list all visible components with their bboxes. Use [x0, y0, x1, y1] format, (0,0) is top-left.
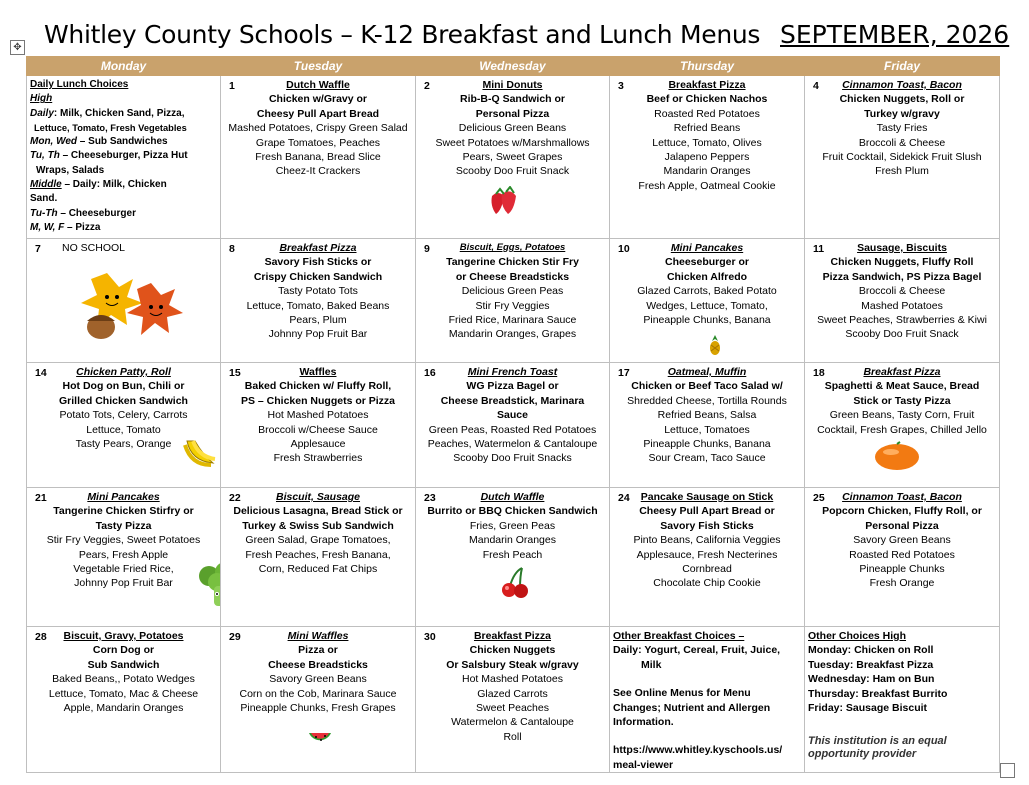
lunch-entree: Personal Pizza	[865, 519, 939, 532]
menu-day-cell	[610, 488, 805, 627]
lunch-entree: Cheese Breadstick, Marinara	[440, 394, 585, 407]
breakfast-item: Sausage, Biscuits	[857, 242, 947, 254]
week-row	[27, 627, 1000, 773]
info-line	[30, 164, 217, 178]
menu-day-content	[613, 78, 801, 193]
menu-day-content	[419, 78, 606, 179]
info-line	[30, 135, 217, 149]
lunch-side: Tasty Pears, Orange	[75, 438, 172, 451]
menu-day-cell	[27, 239, 221, 363]
lunch-side: Roasted Red Potatoes	[849, 548, 955, 561]
lunch-side: Applesauce	[290, 438, 346, 451]
lunch-entree: Tangerine Chicken Stirfry or	[53, 505, 194, 518]
daily-lunch-choices-cell	[27, 76, 221, 239]
menu-note: Information.	[613, 716, 674, 729]
lunch-side: Pears, Sweet Grapes	[462, 151, 563, 164]
lunch-entree: Chicken Alfredo	[666, 270, 748, 283]
menu-day-content	[808, 490, 996, 591]
lunch-side: Scooby Doo Fruit Snack	[455, 165, 570, 178]
week-row	[27, 488, 1000, 627]
lunch-side: Pineapple Chunks, Banana	[643, 314, 771, 327]
lunch-entree: Pizza Sandwich, PS Pizza Bagel	[822, 270, 982, 283]
day-number: 14	[35, 367, 47, 379]
lunch-side: Tasty Fries	[876, 122, 928, 135]
lunch-entree: Cheeseburger or	[664, 256, 750, 269]
lunch-side: Refried Beans, Salsa	[657, 409, 757, 422]
info-text: : Milk, Chicken Sand, Pizza,	[53, 107, 185, 119]
lunch-side: Chocolate Chip Cookie	[653, 577, 761, 590]
other-choice-item: Wednesday: Ham on Bun	[808, 673, 935, 686]
lunch-side: Fresh Plum	[875, 165, 929, 178]
lunch-side: Pears, Plum	[289, 314, 347, 327]
lunch-side: Hot Mashed Potatoes	[267, 409, 369, 422]
lunch-side: Fresh Banana, Bread Slice	[255, 151, 381, 164]
breakfast-item: Breakfast Pizza	[668, 79, 746, 91]
info-text: Sand.	[30, 193, 58, 205]
menu-day-cell	[610, 363, 805, 488]
menu-day-cell	[416, 488, 610, 627]
lunch-side: Pinto Beans, California Veggies	[633, 534, 781, 547]
other-choice-item: Tuesday: Breakfast Pizza	[808, 658, 934, 671]
menu-day-content	[30, 241, 217, 255]
lunch-side: Lettuce, Tomato, Olives	[652, 136, 762, 149]
info-text: – Pizza	[64, 221, 101, 233]
spacer	[808, 715, 996, 735]
info-line	[30, 207, 217, 221]
menu-day-cell	[221, 239, 416, 363]
lunch-side: Fresh Strawberries	[273, 452, 363, 465]
lunch-side: Green Peas, Roasted Red Potatoes	[428, 423, 597, 436]
lunch-side: Sweet Peaches	[476, 702, 549, 715]
menu-day-content	[613, 490, 801, 591]
info-text: – Cheeseburger	[57, 207, 136, 219]
menu-day-content	[224, 490, 412, 576]
day-number: 25	[813, 492, 825, 504]
info-line	[30, 149, 217, 163]
day-number: 29	[229, 631, 241, 643]
breakfast-item: Chicken Patty, Roll	[76, 366, 171, 378]
day-number: 9	[424, 243, 430, 255]
lunch-side: Delicious Green Beans	[458, 122, 567, 135]
day-number: 22	[229, 492, 241, 504]
lunch-side: Fresh Orange	[869, 577, 935, 590]
day-number: 2	[424, 80, 430, 92]
day-number: 18	[813, 367, 825, 379]
lunch-side: Roll	[503, 730, 522, 743]
lunch-side: Pineapple Chunks, Fresh Grapes	[240, 702, 396, 715]
day-number: 24	[618, 492, 630, 504]
lunch-side: Fresh Apple, Oatmeal Cookie	[638, 179, 776, 192]
weekday-wednesday: Wednesday	[416, 57, 610, 76]
lunch-side: Roasted Red Potatoes	[654, 107, 760, 120]
breakfast-item: Biscuit, Gravy, Potatoes	[63, 630, 184, 642]
day-number: 16	[424, 367, 436, 379]
day-number: 3	[618, 80, 624, 92]
lunch-side: Shredded Cheese, Tortilla Rounds	[627, 394, 787, 407]
lunch-side: Lettuce, Tomato, Baked Beans	[246, 299, 390, 312]
info-text: – Daily: Milk, Chicken	[61, 179, 167, 191]
broccoli-icon	[195, 562, 221, 614]
lunch-side: Glazed Carrots	[477, 687, 548, 700]
lunch-side: Broccoli & Cheese	[858, 136, 946, 149]
info-text: Mon, Wed	[30, 136, 78, 148]
lunch-entree: Personal Pizza	[475, 107, 550, 120]
equal-opportunity-note: opportunity provider	[808, 748, 917, 761]
breakfast-item: Mini Waffles	[287, 630, 349, 642]
info-text: Wraps, Salads	[36, 164, 105, 176]
breakfast-item: Mini Donuts	[482, 79, 543, 91]
menu-day-cell	[27, 363, 221, 488]
lunch-entree: Rib-B-Q Sandwich or	[460, 93, 565, 106]
menu-day-content	[808, 78, 996, 179]
menu-day-content	[224, 78, 412, 179]
info-line	[30, 192, 217, 206]
menu-day-cell	[221, 488, 416, 627]
lunch-side: Corn on the Cob, Marinara Sauce	[239, 687, 397, 700]
weekday-friday: Friday	[805, 57, 1000, 76]
info-text: Daily Lunch Choices	[30, 79, 129, 90]
weekday-tuesday: Tuesday	[221, 57, 416, 76]
strawberry-icon	[488, 186, 520, 220]
lunch-side: Fried Rice, Marinara Sauce	[448, 314, 577, 327]
menu-calendar-table	[26, 56, 1000, 773]
lunch-entree: Baked Chicken w/ Fluffy Roll,	[244, 380, 392, 393]
breakfast-item: Breakfast Pizza	[863, 366, 941, 378]
menu-day-cell	[221, 627, 416, 773]
breakfast-item: Biscuit, Sausage	[275, 491, 361, 503]
lunch-side: Broccoli & Cheese	[858, 285, 946, 298]
menu-day-cell	[221, 363, 416, 488]
menu-note: See Online Menus for Menu	[613, 687, 751, 700]
day-number: 15	[229, 367, 241, 379]
menu-day-content	[808, 365, 996, 437]
info-line	[30, 178, 217, 192]
menu-day-content	[224, 365, 412, 466]
day-number: 8	[229, 243, 235, 255]
lunch-side: Fresh Peach	[482, 548, 543, 561]
lunch-entree: Sub Sandwich	[87, 658, 160, 671]
lunch-entree: Spaghetti & Meat Sauce, Bread	[824, 380, 980, 393]
lunch-side: Vegetable Fried Rice,	[73, 563, 174, 576]
lunch-side: Mashed Potatoes	[861, 299, 943, 312]
other-breakfast-daily: Daily: Yogurt, Cereal, Fruit, Juice,	[613, 644, 781, 657]
weekday-header-row	[27, 57, 1000, 76]
lunch-side: Pears, Fresh Apple	[78, 548, 169, 561]
lunch-entree: Beef or Chicken Nachos	[646, 93, 768, 106]
breakfast-item: Biscuit, Eggs, Potatoes	[459, 242, 566, 253]
lunch-entree: Chicken Nuggets, Roll or	[839, 93, 965, 106]
menu-day-cell	[416, 627, 610, 773]
table-move-handle[interactable]: ✥	[10, 40, 25, 55]
lunch-side: Baked Beans,, Potato Wedges	[52, 673, 195, 686]
menu-day-content	[30, 629, 217, 715]
breakfast-item: Breakfast Pizza	[279, 242, 357, 254]
menu-day-content	[613, 241, 801, 327]
lunch-side: Grape Tomatoes, Peaches	[255, 136, 381, 149]
week-row	[27, 76, 1000, 239]
spacer	[613, 672, 801, 686]
lunch-entree: Delicious Lasagna, Bread Stick or	[233, 505, 403, 518]
lunch-side: Cocktail, Fresh Grapes, Chilled Jello	[817, 423, 987, 436]
lunch-entree: Pizza or	[298, 644, 338, 657]
meal-viewer-link[interactable]: https://www.whitley.kyschools.us/	[613, 744, 783, 757]
lunch-entree: Chicken w/Gravy or	[268, 93, 368, 106]
lunch-side: Sweet Potatoes w/Marshmallows	[435, 136, 590, 149]
menu-day-cell	[610, 239, 805, 363]
lunch-side: Broccoli w/Cheese Sauce	[258, 423, 378, 436]
breakfast-item: Oatmeal, Muffin	[667, 366, 747, 378]
lunch-entree: Turkey & Swiss Sub Sandwich	[242, 519, 394, 532]
lunch-side: Green Salad, Grape Tomatoes,	[245, 534, 391, 547]
lunch-side: Savory Green Beans	[853, 534, 951, 547]
menu-day-cell	[416, 76, 610, 239]
lunch-side: Lettuce, Tomatoes	[664, 423, 750, 436]
info-text: High	[30, 93, 53, 105]
lunch-side: Sour Cream, Taco Sauce	[648, 452, 766, 465]
lunch-entree: Popcorn Chicken, Fluffy Roll, or	[822, 505, 982, 518]
weekday-thursday: Thursday	[610, 57, 805, 76]
day-number: 1	[229, 80, 235, 92]
lunch-entree: Crispy Chicken Sandwich	[253, 270, 383, 283]
menu-day-content	[808, 241, 996, 342]
other-breakfast-choices-cell	[610, 627, 805, 773]
day-number: 10	[618, 243, 630, 255]
menu-day-cell	[416, 363, 610, 488]
lunch-entree: Savory Fish Sticks	[660, 519, 754, 532]
lunch-entree: Sauce	[497, 409, 528, 422]
info-text: Tu-Th	[30, 207, 58, 219]
pineapple-icon	[708, 335, 722, 359]
autumn-leaves-icon	[77, 269, 187, 345]
lunch-side: Sweet Peaches, Strawberries & Kiwi	[817, 314, 987, 327]
spacer	[613, 729, 801, 743]
week-row	[27, 363, 1000, 488]
other-breakfast-daily: Milk	[641, 658, 662, 671]
menu-day-content	[419, 490, 606, 562]
other-choice-item: Monday: Chicken on Roll	[808, 644, 934, 657]
lunch-entree: Savory Fish Sticks or	[264, 256, 372, 269]
day-number: 30	[424, 631, 436, 643]
lunch-side: Scooby Doo Fruit Snack	[845, 328, 959, 341]
menu-day-content	[419, 365, 606, 466]
lunch-side: Delicious Green Peas	[461, 285, 564, 298]
breakfast-item: Waffles	[299, 366, 337, 378]
breakfast-item: Mini Pancakes	[87, 491, 160, 503]
menu-day-cell	[27, 488, 221, 627]
equal-opportunity-note: This institution is an equal	[808, 735, 947, 748]
info-line	[30, 78, 217, 92]
lunch-entree: Burrito or BBQ Chicken Sandwich	[427, 505, 598, 518]
cherries-icon	[500, 566, 530, 602]
lunch-entree: Chicken or Beef Taco Salad w/	[631, 380, 783, 393]
menu-day-cell	[805, 76, 1000, 239]
lunch-entree: Cheesy Pull Apart Bread	[256, 107, 380, 120]
day-number: 7	[35, 243, 41, 255]
lunch-entree: WG Pizza Bagel or	[466, 380, 559, 393]
info-line	[30, 92, 217, 106]
lunch-entree: Stick or Tasty Pizza	[853, 394, 951, 407]
menu-day-content	[613, 365, 801, 466]
lunch-side: Stir Fry Veggies, Sweet Potatoes	[46, 534, 201, 547]
menu-day-content	[224, 629, 412, 715]
lunch-side: Cheez-It Crackers	[275, 165, 361, 178]
lunch-side: Corn, Reduced Fat Chips	[258, 563, 378, 576]
breakfast-item: Pancake Sausage on Stick	[640, 491, 774, 503]
lunch-side: Refried Beans	[673, 122, 741, 135]
lunch-side: Pineapple Chunks	[859, 563, 945, 576]
lunch-side: Fresh Peaches, Fresh Banana,	[245, 548, 391, 561]
info-text: Tu, Th	[30, 150, 60, 162]
menu-day-cell	[27, 627, 221, 773]
lunch-entree: Grilled Chicken Sandwich	[59, 394, 188, 407]
lunch-side: Peaches, Watermelon & Cantaloupe	[427, 438, 598, 451]
day-number: 4	[813, 80, 819, 92]
breakfast-item: Dutch Waffle	[480, 491, 545, 503]
day-number: 28	[35, 631, 47, 643]
lunch-side: Mashed Potatoes, Crispy Green Salad	[228, 122, 408, 135]
menu-day-cell	[416, 239, 610, 363]
breakfast-item: Mini French Toast	[467, 366, 558, 378]
lunch-side: Cornbread	[682, 563, 732, 576]
lunch-side: Mandarin Oranges	[469, 534, 556, 547]
orange-fruit-icon	[873, 441, 921, 475]
lunch-side: Green Beans, Tasty Corn, Fruit	[829, 409, 975, 422]
lunch-side: Johnny Pop Fruit Bar	[74, 577, 173, 590]
lunch-side: Potato Tots, Celery, Carrots	[59, 409, 188, 422]
info-line	[30, 221, 217, 235]
page-title: Whitley County Schools – K-12 Breakfast and Lunch Menus	[44, 20, 761, 49]
info-text: – Cheeseburger, Pizza Hut	[59, 150, 188, 162]
lunch-side: Fries, Green Peas	[469, 519, 556, 532]
info-text: – Sub Sandwiches	[77, 136, 168, 148]
lunch-side: Wedges, Lettuce, Tomato,	[646, 299, 768, 312]
info-text: M, W, F	[30, 221, 65, 233]
lunch-entree: Tangerine Chicken Stir Fry	[446, 256, 579, 269]
other-breakfast-heading: Other Breakfast Choices –	[613, 630, 745, 642]
meal-viewer-link[interactable]: meal-viewer	[613, 758, 674, 771]
lunch-side: Fruit Cocktail, Sidekick Fruit Slush	[822, 151, 982, 164]
lunch-side: Johnny Pop Fruit Bar	[268, 328, 368, 341]
day-number: 23	[424, 492, 436, 504]
info-line	[30, 121, 217, 135]
lunch-entree: Cheesy Pull Apart Bread or	[639, 505, 775, 518]
lunch-side: Lettuce, Tomato	[86, 423, 161, 436]
day-number: 11	[813, 243, 825, 255]
menu-day-content	[224, 241, 412, 342]
lunch-side: Pineapple Chunks, Banana	[643, 438, 771, 451]
lunch-entree: Chicken Nuggets	[469, 644, 556, 657]
watermelon-icon	[307, 731, 333, 757]
lunch-side: Stir Fry Veggies	[475, 299, 550, 312]
info-text: Middle	[30, 179, 62, 191]
month-title: SEPTEMBER, 2026	[780, 20, 1010, 49]
weekday-monday: Monday	[27, 57, 221, 76]
info-text: Daily	[30, 107, 54, 119]
lunch-side: Mandarin Oranges	[663, 165, 751, 178]
info-line	[30, 107, 217, 121]
lunch-entree: Tasty Pizza	[95, 519, 152, 532]
lunch-entree: Hot Dog on Bun, Chili or	[62, 380, 185, 393]
lunch-side: Glazed Carrots, Baked Potato	[637, 285, 777, 298]
lunch-side: Mandarin Oranges, Grapes	[448, 328, 577, 341]
breakfast-item: Mini Pancakes	[670, 242, 744, 254]
no-school-label: NO SCHOOL	[61, 242, 125, 254]
lunch-entree: or Cheese Breadsticks	[455, 270, 570, 283]
menu-day-cell	[805, 239, 1000, 363]
breakfast-item: Dutch Waffle	[286, 79, 350, 91]
menu-day-content	[30, 490, 217, 591]
lunch-side: Hot Mashed Potatoes	[462, 673, 563, 686]
menu-day-content	[419, 241, 606, 342]
other-choices-high-heading: Other Choices High	[808, 630, 907, 642]
other-choices-high-cell	[805, 627, 1000, 773]
breakfast-item: Cinnamon Toast, Bacon	[842, 79, 962, 91]
lunch-side: Tasty Potato Tots	[278, 285, 358, 298]
menu-day-cell	[805, 488, 1000, 627]
banana-icon	[183, 437, 217, 471]
day-number: 17	[618, 367, 630, 379]
lunch-entree: Or Salsbury Steak w/gravy	[446, 658, 579, 671]
menu-note: Changes; Nutrient and Allergen	[613, 701, 771, 714]
lunch-side: Apple, Mandarin Oranges	[63, 702, 184, 715]
info-text: Lettuce, Tomato, Fresh Vegetables	[34, 122, 187, 133]
menu-day-cell	[610, 76, 805, 239]
week-row	[27, 239, 1000, 363]
lunch-side: Savory Green Beans	[269, 673, 367, 686]
lunch-side: Scooby Doo Fruit Snacks	[453, 452, 572, 465]
day-number: 21	[35, 492, 47, 504]
lunch-side: Lettuce, Tomato, Mac & Cheese	[48, 687, 199, 700]
breakfast-item: Cinnamon Toast, Bacon	[842, 491, 962, 503]
lunch-entree: Chicken Nuggets, Fluffy Roll	[830, 256, 974, 269]
lunch-side: Applesauce, Fresh Necterines	[636, 548, 778, 561]
lunch-side: Jalapeno Peppers	[664, 151, 750, 164]
table-resize-handle[interactable]	[1000, 763, 1015, 778]
other-choice-item: Thursday: Breakfast Burrito	[808, 687, 948, 700]
other-choice-item: Friday: Sausage Biscuit	[808, 702, 928, 715]
menu-day-content	[419, 629, 606, 744]
lunch-entree: Cheese Breadsticks	[268, 658, 368, 671]
lunch-entree: PS – Chicken Nuggets or Pizza	[240, 394, 396, 407]
menu-day-cell	[805, 363, 1000, 488]
lunch-entree: Corn Dog or	[92, 644, 155, 657]
lunch-entree: Turkey w/gravy	[864, 107, 940, 120]
menu-day-cell	[221, 76, 416, 239]
lunch-side: Watermelon & Cantaloupe	[451, 716, 574, 729]
breakfast-item: Breakfast Pizza	[473, 630, 552, 642]
